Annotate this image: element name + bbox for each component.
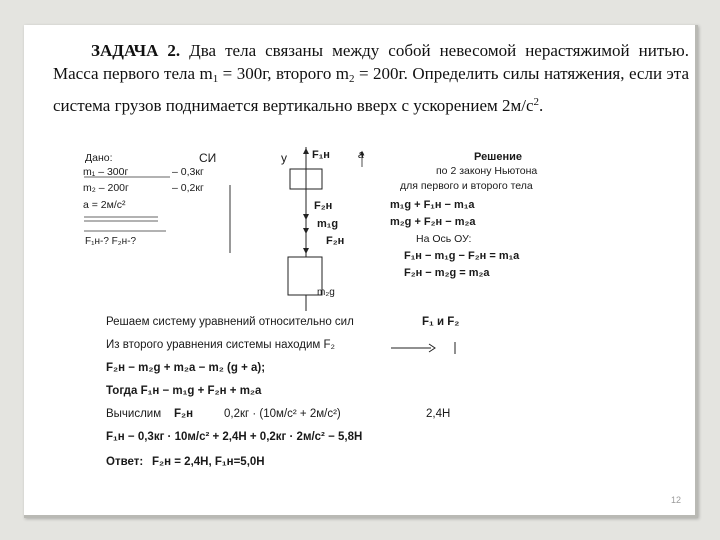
step-1-text: Решаем систему уравнений относительно сил [106,316,354,328]
si-header: СИ [199,151,217,165]
solution-line2: для первого и второго тела [400,180,533,192]
arrow-right-icon [389,341,459,355]
answer-text: F₂н = 2,4Н, F₁н=5,0Н [152,456,265,468]
step-5-result: 2,4Н [426,408,451,420]
f2-label-lower: F₂н [326,235,345,247]
axis-note: На Ось ОУ: [416,233,472,245]
step-4-formula: Тогда F₁н − m₁g + F₂н + m₂a [106,385,262,397]
task-text-part3: = 200г. Определить силы натяжения, если эта система грузов поднимается вертикально вверх с ускорением 2м/с [53,64,689,115]
step-5-f2: F₂н [174,408,194,420]
f2-label-upper: F₂н [314,200,333,212]
equation-3: F₁н − m₁g − F₂н = m₁a [404,250,520,262]
answer-label: Ответ: [106,456,144,468]
si-m1: – 0,3кг [172,166,204,178]
given-a: a = 2м/с² [83,199,126,211]
si-m2: – 0,2кг [172,182,204,194]
given-rules [80,145,250,255]
given-m2: m₂ – 200г [83,182,129,194]
task-statement [53,39,689,117]
task-text-part1: Два тела связаны между собой невесомой нерастяжимой нитью. Масса первого тела m [53,41,689,83]
solution-line1: по 2 закону Ньютона [436,165,538,177]
task-text-end: . [539,96,544,115]
step-3-formula: F₂н − m₂g + m₂a − m₂ (g + a); [106,362,266,374]
accel-label: a [358,149,365,161]
find-text: F₁н-? F₂н-? [85,236,137,247]
m2-subscript: 2 [349,73,355,85]
equation-4: F₂н − m₂g = m₂a [404,267,490,279]
axis-label-y: y [281,151,287,165]
slide [24,25,698,518]
step-2-text: Из второго уравнения системы находим F₂ [106,339,335,351]
f1-label: F₁н [312,149,330,161]
m1g-label: m₁g [317,218,339,230]
step-1-vars: F₁ и F₂ [422,316,460,328]
equation-1: m₁g + F₁н − m₁a [390,199,475,211]
step-5-label: Вычислим [106,408,162,420]
step-5-calc: 0,2кг · (10м/с² + 2м/с²) [224,408,341,420]
page-number: 12 [670,495,681,505]
given-header: Дано: [85,152,113,164]
accel-superscript: 2 [533,96,540,108]
m2g-label: m₂g [317,287,335,298]
task-text-part2: = 300г, второго m [218,64,350,83]
task-label: ЗАДАЧА 2. [91,41,181,60]
equation-2: m₂g + F₂н − m₂a [390,216,476,228]
solution-header: Решение [474,151,522,163]
given-m1: m₁ – 300г [83,166,129,178]
step-6-formula: F₁н − 0,3кг · 10м/с² + 2,4Н + 0,2кг · 2м/с² − 5,8Н [106,431,363,443]
m1-subscript: 1 [212,73,219,85]
